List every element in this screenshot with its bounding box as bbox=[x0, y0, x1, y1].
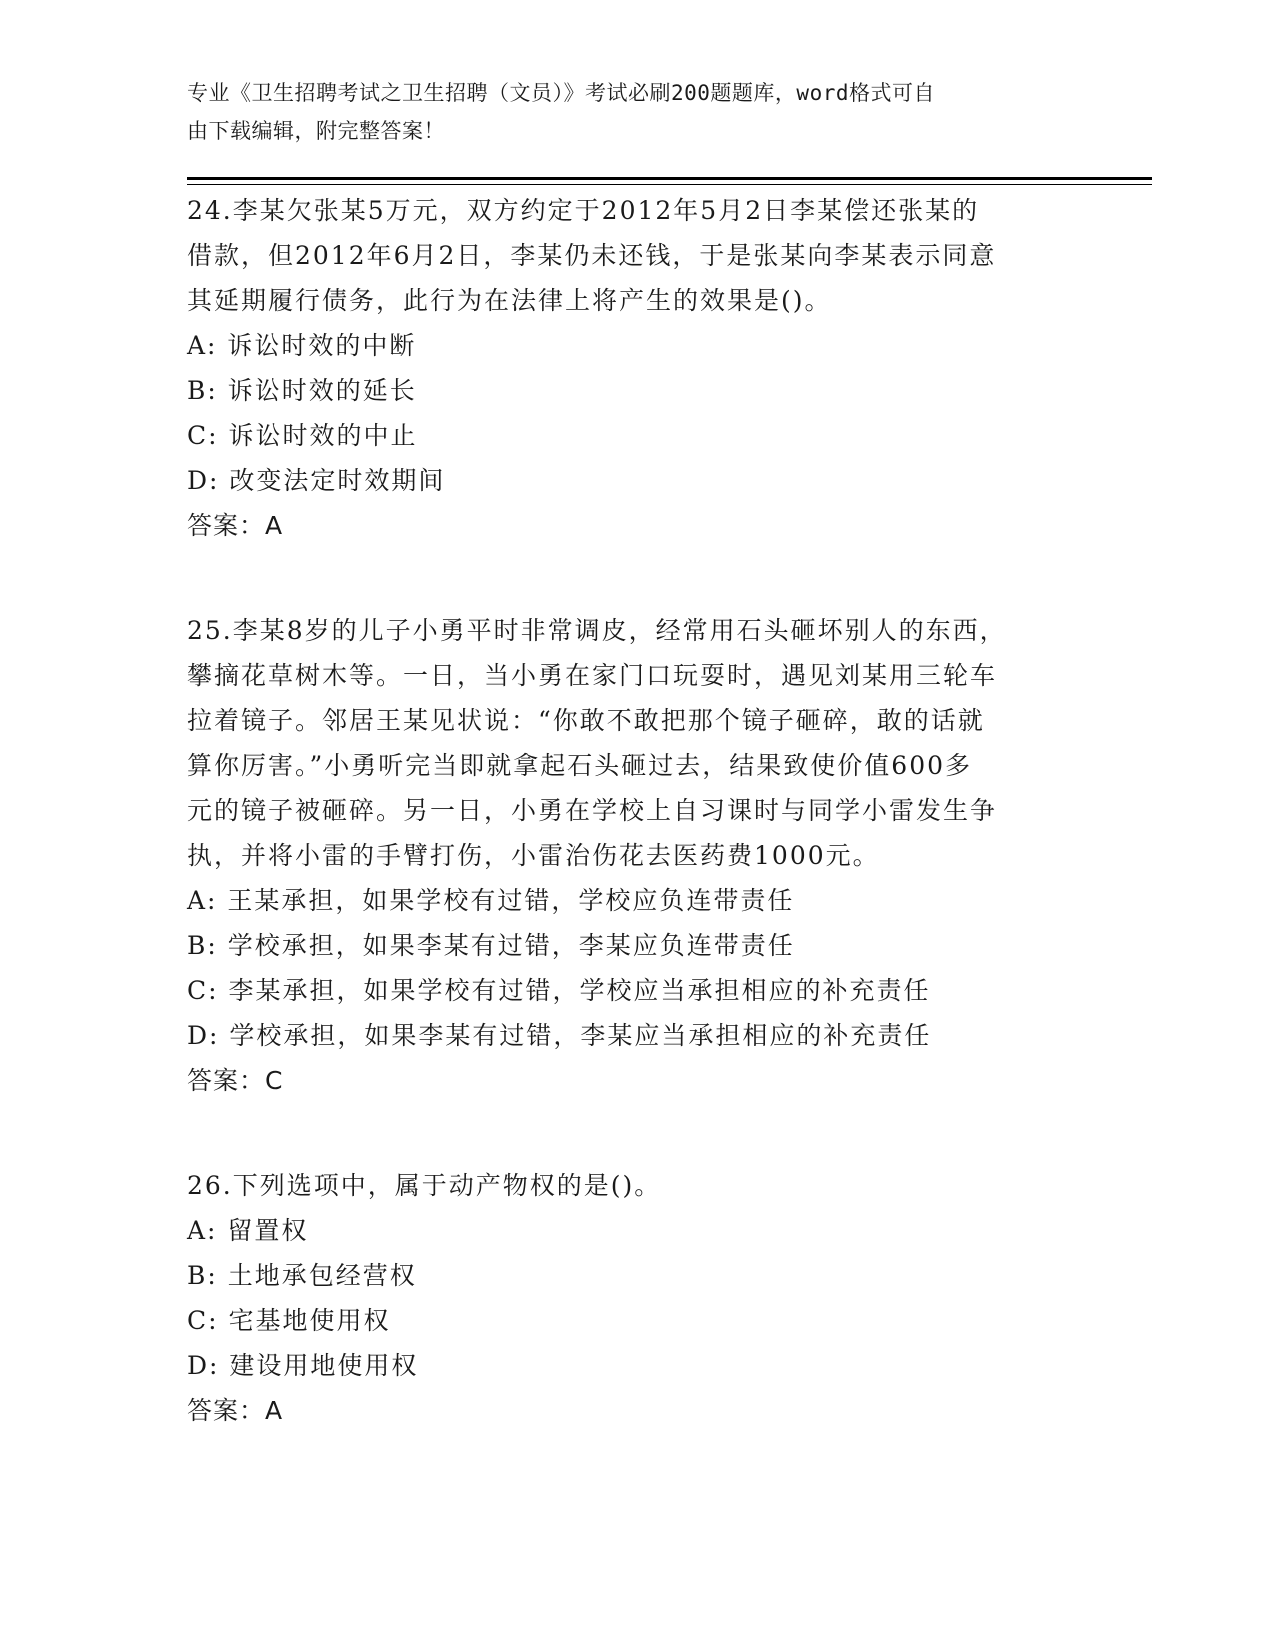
question-list bbox=[187, 188, 1087, 1493]
option-a: A: 留置权 bbox=[187, 1216, 309, 1245]
option-b: B: 土地承包经营权 bbox=[187, 1261, 417, 1290]
answer-line: 答案：C bbox=[187, 1066, 284, 1095]
option-c: C: 诉讼时效的中止 bbox=[187, 421, 418, 450]
header-divider-thick bbox=[187, 177, 1152, 180]
question-stem-line: 24.李某欠张某5万元，双方约定于2012年5月2日李某偿还张某的 bbox=[187, 196, 980, 225]
header-divider-thin bbox=[187, 184, 1152, 185]
option-a: A: 王某承担，如果学校有过错，学校应负连带责任 bbox=[187, 886, 795, 915]
header-line: 由下载编辑，附完整答案！ bbox=[187, 119, 445, 143]
option-d: D: 学校承担，如果李某有过错，李某应当承担相应的补充责任 bbox=[187, 1021, 932, 1050]
question-stem-line: 执，并将小雷的手臂打伤，小雷治伤花去医药费1000元。 bbox=[187, 841, 880, 870]
option-d: D: 建设用地使用权 bbox=[187, 1351, 419, 1380]
question-stem-line: 26.下列选项中，属于动产物权的是()。 bbox=[187, 1171, 662, 1200]
question-25 bbox=[187, 608, 1087, 1103]
question-stem-line: 元的镜子被砸碎。另一日，小勇在学校上自习课时与同学小雷发生争 bbox=[187, 796, 998, 825]
question-24 bbox=[187, 188, 1087, 548]
option-c: C: 宅基地使用权 bbox=[187, 1306, 391, 1335]
option-d: D: 改变法定时效期间 bbox=[187, 466, 446, 495]
document-header bbox=[187, 74, 1067, 150]
question-stem-line: 算你厉害。”小勇听完当即就拿起石头砸过去，结果致使价值600多 bbox=[187, 751, 973, 780]
option-a: A: 诉讼时效的中断 bbox=[187, 331, 417, 360]
question-stem-line: 其延期履行债务，此行为在法律上将产生的效果是()。 bbox=[187, 286, 832, 315]
option-c: C: 李某承担，如果学校有过错，学校应当承担相应的补充责任 bbox=[187, 976, 931, 1005]
question-stem-line: 拉着镜子。邻居王某见状说：“你敢不敢把那个镜子砸碎，敢的话就 bbox=[187, 706, 985, 735]
answer-line: 答案：A bbox=[187, 511, 284, 540]
question-stem-line: 攀摘花草树木等。一日，当小勇在家门口玩耍时，遇见刘某用三轮车 bbox=[187, 661, 998, 690]
question-stem-line: 25.李某8岁的儿子小勇平时非常调皮，经常用石头砸坏别人的东西， bbox=[187, 616, 1007, 645]
header-line: 专业《卫生招聘考试之卫生招聘（文员）》考试必刷200题题库，word格式可自 bbox=[187, 81, 935, 105]
question-stem-line: 借款，但2012年6月2日，李某仍未还钱，于是张某向李某表示同意 bbox=[187, 241, 997, 270]
option-b: B: 诉讼时效的延长 bbox=[187, 376, 417, 405]
answer-line: 答案：A bbox=[187, 1396, 284, 1425]
option-b: B: 学校承担，如果李某有过错，李某应负连带责任 bbox=[187, 931, 795, 960]
question-26 bbox=[187, 1163, 1087, 1433]
